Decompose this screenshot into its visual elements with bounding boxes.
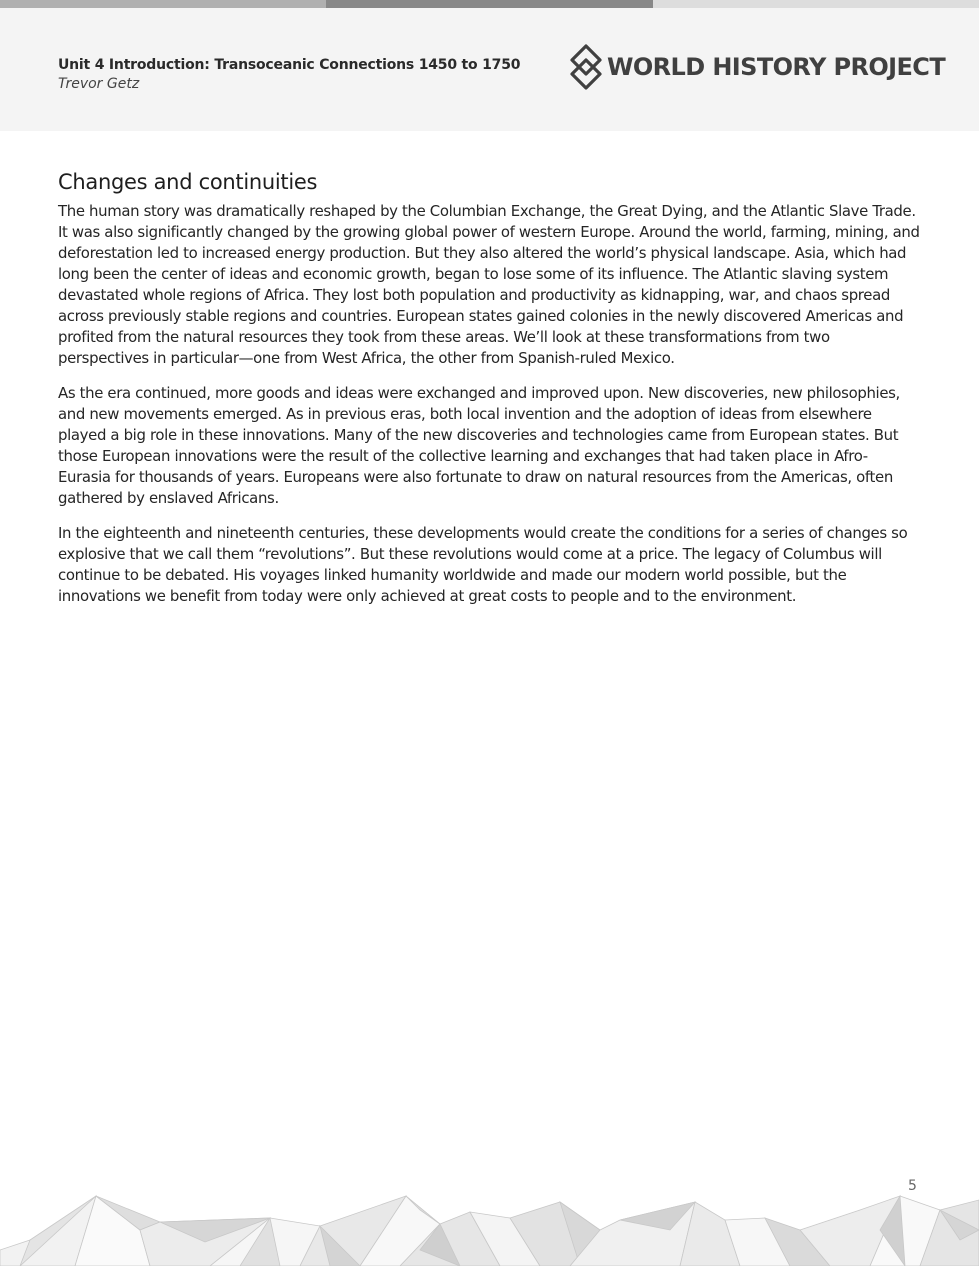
top-bar-segment-left	[0, 0, 326, 8]
author-name: Trevor Getz	[58, 76, 140, 92]
page-number: 5	[908, 1178, 917, 1194]
world-history-project-logo	[570, 44, 945, 90]
top-bar-segment-middle	[326, 0, 652, 8]
logo-text: WORLD HISTORY PROJECT	[607, 53, 946, 81]
section-heading: Changes and continuities	[58, 170, 318, 194]
body-paragraph: The human story was dramatically reshaped by the Columbian Exchange, the Great Dying, and the Atlantic Slave Trade. It was also significantly changed by the growing global power of western Europe. Around the world, farming, mining, and deforestation led to increased energy production. But they also altered the world’s physical landscape. Asia, which had long been the center of ideas and economic growth, began to lose some of its influence. The Atlantic slaving system devastated whole regions of Africa. They lost both population and productivity as kidnapping, war, and chaos spread across previously stable regions and countries. European states gained colonies in the newly discovered Americas and profited from the natural resources they took from these areas. We’ll look at these transformations from two perspectives in particular—one from West Africa, the other from Spanish-ruled Mexico.	[58, 202, 920, 367]
body-paragraph: As the era continued, more goods and ideas were exchanged and improved upon. New discoveries, new philosophies, and new movements emerged. As in previous eras, both local invention and the adoption of ideas from elsewhere played a big role in these innovations. Many of the new discoveries and technologies came from European states. But those European innovations were the result of the collective learning and exchanges that had taken place in Afro-Eurasia for thousands of years. Europeans were also fortunate to draw on natural resources from the Americas, often gathered by enslaved Africans.	[58, 384, 900, 507]
low-poly-mountain-footer	[0, 1190, 979, 1266]
body-paragraph: In the eighteenth and nineteenth centuries, these developments would create the conditions for a series of changes so explosive that we call them “revolutions”. But these revolutions would come at a price. The legacy of Columbus will continue to be debated. His voyages linked humanity worldwide and made our modern world possible, but the innovations we benefit from today were only achieved at great costs to people and to the environment.	[58, 524, 908, 605]
top-color-bar	[0, 0, 979, 8]
main-content	[58, 170, 920, 621]
unit-title: Unit 4 Introduction: Transoceanic Connections 1450 to 1750	[58, 57, 521, 73]
diamond-chain-icon	[570, 44, 602, 90]
page-header	[0, 8, 979, 131]
top-bar-segment-right	[653, 0, 979, 8]
